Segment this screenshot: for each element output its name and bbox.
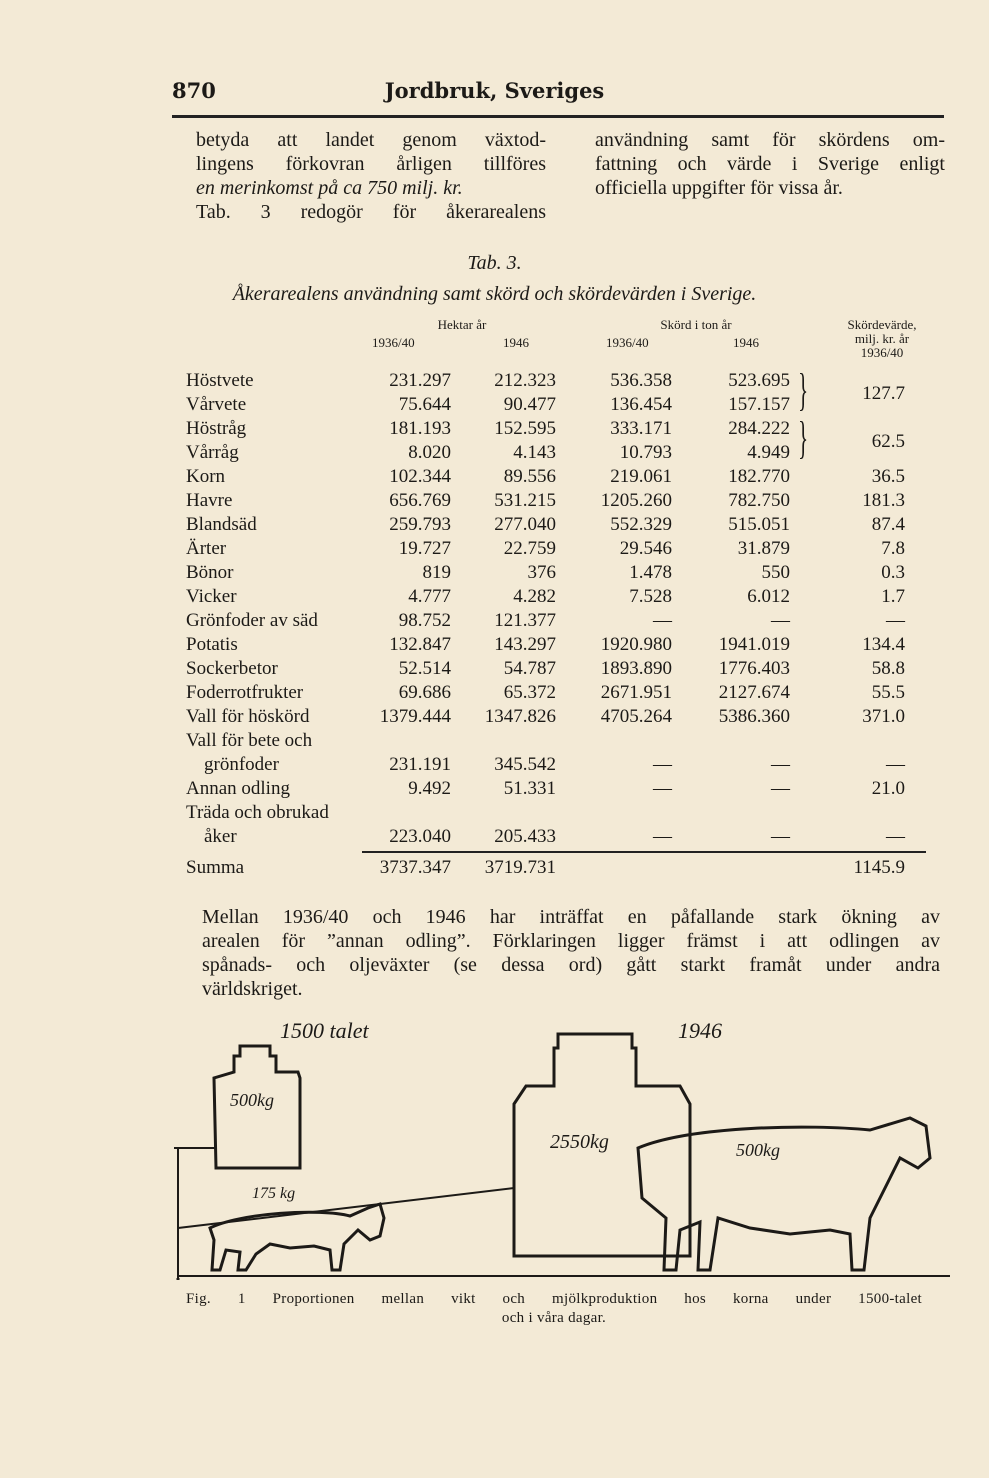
header-varde-3: 1936/40: [860, 345, 904, 360]
cell-hektar-1946: 90.477: [503, 394, 556, 415]
table-row: [0, 657, 989, 681]
table-row: [0, 465, 989, 489]
cell-hektar-1936: 819: [422, 562, 451, 583]
row-label: Annan odling: [186, 778, 290, 799]
intro-left-line: Tab. 3 redogör för åkerarealens: [196, 201, 546, 223]
cell-skord-1936: 1920.980: [600, 634, 672, 655]
label-1500: 1500 talet: [280, 1018, 369, 1043]
table-row: [0, 705, 989, 729]
cell-hektar-1946: 22.759: [503, 538, 556, 559]
intro-left-line: betyda att landet genom växtod-: [196, 129, 546, 151]
table-row: [0, 777, 989, 801]
cell-skord-1936: —: [653, 778, 672, 799]
table-number: Tab. 3.: [467, 252, 522, 274]
cell-hektar-1936: 8.020: [408, 442, 451, 463]
paragraph-line: arealen för ”annan odling”. Förklaringen ligger främst i att odlingen av: [202, 930, 940, 952]
label-small-cow: 175 kg: [252, 1185, 296, 1202]
cell-hektar-1946: 345.542: [494, 754, 556, 775]
intro-right-line: fattning och värde i Sverige enligt: [595, 153, 945, 175]
cell-hektar-1946: 152.595: [494, 418, 556, 439]
cell-hektar-1946: 51.331: [503, 778, 556, 799]
table-row: [0, 681, 989, 705]
cell-hektar-1936: 223.040: [389, 826, 451, 847]
cell-hektar-1936: 98.752: [398, 610, 451, 631]
cell-skordevarde: 36.5: [871, 466, 905, 487]
row-label: Höstvete: [186, 370, 254, 391]
cell-skordevarde: 371.0: [862, 706, 905, 727]
cell-skordevarde: 181.3: [862, 490, 905, 511]
table-row: [0, 753, 989, 777]
cell-hektar-1946: 205.433: [494, 826, 556, 847]
figure-caption: [186, 1290, 922, 1328]
summa-row: [0, 856, 989, 880]
cell-skord-1936: 4705.264: [600, 706, 672, 727]
cell-skordevarde: 87.4: [871, 514, 905, 535]
cell-hektar-1936: 132.847: [389, 634, 451, 655]
header-year-1: 1936/40: [372, 335, 415, 350]
cell-skord-1946: 515.051: [728, 514, 790, 535]
row-label: Havre: [186, 490, 233, 511]
cell-skord-1936: 552.329: [610, 514, 672, 535]
cell-skord-1946: 1941.019: [718, 634, 790, 655]
cell-skordevarde: —: [886, 754, 905, 775]
cell-skord-1946: 31.879: [737, 538, 790, 559]
row-label: Bönor: [186, 562, 234, 583]
cell-skordevarde: 0.3: [881, 562, 905, 583]
summa-label: Summa: [186, 857, 245, 878]
row-label: grönfoder: [204, 754, 279, 775]
cell-skord-1936: 29.546: [619, 538, 672, 559]
cell-hektar-1946: 1347.826: [484, 706, 556, 727]
table-row: [0, 825, 989, 849]
cell-hektar-1946: 65.372: [503, 682, 556, 703]
cell-skord-1936: 1.478: [629, 562, 672, 583]
figure-cows: [170, 1008, 950, 1280]
cell-hektar-1936: 231.191: [389, 754, 451, 775]
row-label: Potatis: [186, 634, 238, 655]
label-big-can: 2550kg: [550, 1131, 609, 1153]
cell-skord-1946: 284.222: [728, 418, 790, 439]
table-row: [0, 561, 989, 585]
table-row: [0, 633, 989, 657]
cell-hektar-1936: 259.793: [389, 514, 451, 535]
cell-skordevarde: —: [886, 610, 905, 631]
header-rule: [172, 115, 944, 118]
cell-skord-1936: —: [653, 754, 672, 775]
table-row: [0, 489, 989, 513]
header-hektar: Hektar år: [437, 317, 487, 332]
merged-vete-row: [0, 382, 989, 406]
cell-skordevarde: 7.8: [881, 538, 905, 559]
cell-skord-1946: 550: [761, 562, 790, 583]
row-label: Korn: [186, 466, 226, 487]
cell-skord-1946: —: [771, 778, 790, 799]
cell-hektar-1946: 121.377: [494, 610, 556, 631]
cell-hektar-1936: 9.492: [408, 778, 451, 799]
paragraph-line: spånads- och oljeväxter (se dessa ord) gått starkt framåt under andra: [202, 954, 940, 976]
row-label: åker: [204, 826, 237, 847]
cell-skord-1946: 523.695: [728, 370, 790, 391]
cell-skord-1936: 10.793: [619, 442, 672, 463]
header-varde-2: milj. kr. år: [854, 331, 910, 346]
row-label: Vicker: [186, 586, 237, 607]
cell-hektar-1936: 656.769: [389, 490, 451, 511]
cell-skord-1936: —: [653, 826, 672, 847]
intro-left-line: en merinkomst på ca 750 milj. kr.: [196, 177, 463, 199]
cell-hektar-1946: 376: [527, 562, 556, 583]
cell-hektar-1936: 52.514: [398, 658, 451, 679]
summa-value: 1145.9: [853, 857, 905, 878]
running-title: Jordbruk, Sveriges: [384, 78, 605, 103]
table-row: [0, 609, 989, 633]
table-row: [0, 729, 989, 753]
label-big-cow: 500kg: [736, 1140, 780, 1160]
table-row: [0, 537, 989, 561]
cell-hektar-1936: 1379.444: [379, 706, 451, 727]
cell-skord-1936: 7.528: [629, 586, 672, 607]
row-label: Sockerbetor: [186, 658, 278, 679]
cell-skord-1936: 536.358: [610, 370, 672, 391]
cell-skord-1946: 1776.403: [718, 658, 790, 679]
cell-skord-1946: 157.157: [728, 394, 790, 415]
cell-skord-1936: 1893.890: [600, 658, 672, 679]
cell-skord-1946: 6.012: [747, 586, 790, 607]
cell-hektar-1946: 531.215: [494, 490, 556, 511]
intro-right-column: [595, 128, 945, 200]
cell-skord-1946: 782.750: [728, 490, 790, 511]
row-label: Foderrotfrukter: [186, 682, 304, 703]
cell-skord-1936: 1205.260: [600, 490, 672, 511]
cell-hektar-1936: 231.297: [389, 370, 451, 391]
caption-line-1: Fig. 1 Proportionen mellan vikt och mjölkproduktion hos korna under 1500-talet: [186, 1291, 922, 1307]
cell-hektar-1946: 89.556: [503, 466, 556, 487]
sum-rule: [362, 851, 926, 853]
cell-skord-1936: 333.171: [610, 418, 672, 439]
row-label: Vall för bete och: [186, 730, 313, 751]
merged-value-vete: 127.7: [862, 383, 905, 404]
table-row: [0, 585, 989, 609]
cell-hektar-1936: 75.644: [398, 394, 451, 415]
cell-skordevarde: 58.8: [871, 658, 905, 679]
header-year-2: 1946: [503, 335, 529, 350]
caption-line-2: och i våra dagar.: [501, 1310, 607, 1326]
brace-rag: }: [798, 412, 809, 463]
intro-left-line: lingens förkovran årligen tillföres: [196, 153, 546, 175]
row-label: Vall för höskörd: [186, 706, 310, 727]
header-year-3: 1936/40: [606, 335, 649, 350]
page-number: 870: [172, 78, 216, 103]
diagonal-line: [178, 1188, 514, 1228]
cell-skord-1936: 219.061: [610, 466, 672, 487]
cell-skordevarde: 55.5: [871, 682, 905, 703]
cell-skord-1946: —: [771, 610, 790, 631]
cell-hektar-1936: 69.686: [398, 682, 451, 703]
table-title: Åkerarealens användning samt skörd och skördevärden i Sverige.: [232, 283, 757, 305]
merged-rag-row: [0, 430, 989, 454]
body-paragraph: [202, 905, 940, 1001]
brace-vete: }: [798, 364, 809, 415]
header-varde-1: Skördevärde,: [847, 317, 917, 332]
cell-skord-1936: 136.454: [610, 394, 672, 415]
table-row: [0, 513, 989, 537]
big-cow-shape: [638, 1118, 930, 1270]
paragraph-line: Mellan 1936/40 och 1946 har inträffat en påfallande stark ökning av: [202, 906, 940, 928]
cell-skordevarde: 134.4: [862, 634, 905, 655]
row-label: Grönfoder av säd: [186, 610, 318, 631]
row-label: Blandsäd: [186, 514, 257, 535]
merged-value-rag: 62.5: [871, 431, 905, 452]
table-row: [0, 801, 989, 825]
cell-hektar-1946: 54.787: [503, 658, 556, 679]
header-year-4: 1946: [733, 335, 759, 350]
row-label: Höstråg: [186, 418, 247, 439]
cell-hektar-1946: 277.040: [494, 514, 556, 535]
row-label: Träda och obrukad: [186, 802, 329, 823]
cell-hektar-1946: 4.282: [513, 586, 556, 607]
cell-skord-1946: —: [771, 826, 790, 847]
cell-skord-1946: —: [771, 754, 790, 775]
paragraph-line: världskriget.: [202, 978, 303, 1000]
summa-h2: 3719.731: [484, 857, 556, 878]
row-label: Vårvete: [186, 394, 247, 415]
label-1946: 1946: [678, 1018, 722, 1043]
cell-hektar-1936: 102.344: [389, 466, 451, 487]
row-label: Ärter: [186, 538, 227, 559]
label-small-can: 500kg: [230, 1090, 274, 1110]
cell-hektar-1936: 19.727: [398, 538, 451, 559]
intro-left-column: [196, 128, 546, 224]
cell-skord-1946: 4.949: [747, 442, 790, 463]
cell-skordevarde: 1.7: [881, 586, 905, 607]
header-skord: Skörd i ton år: [660, 317, 732, 332]
cell-skord-1946: 182.770: [728, 466, 790, 487]
cell-skord-1936: —: [653, 610, 672, 631]
cell-skordevarde: 21.0: [871, 778, 905, 799]
intro-right-line: användning samt för skördens om-: [595, 129, 945, 151]
cell-skord-1946: 5386.360: [718, 706, 790, 727]
cell-hektar-1946: 143.297: [494, 634, 556, 655]
intro-right-line: officiella uppgifter för vissa år.: [595, 177, 843, 199]
cell-skord-1936: 2671.951: [600, 682, 672, 703]
row-label: Vårråg: [186, 442, 239, 463]
summa-h1: 3737.347: [379, 857, 451, 878]
cell-skord-1946: 2127.674: [718, 682, 790, 703]
cell-hektar-1946: 4.143: [513, 442, 556, 463]
cell-hektar-1936: 4.777: [408, 586, 451, 607]
cell-hektar-1936: 181.193: [389, 418, 451, 439]
cell-hektar-1946: 212.323: [494, 370, 556, 391]
cell-skordevarde: —: [886, 826, 905, 847]
